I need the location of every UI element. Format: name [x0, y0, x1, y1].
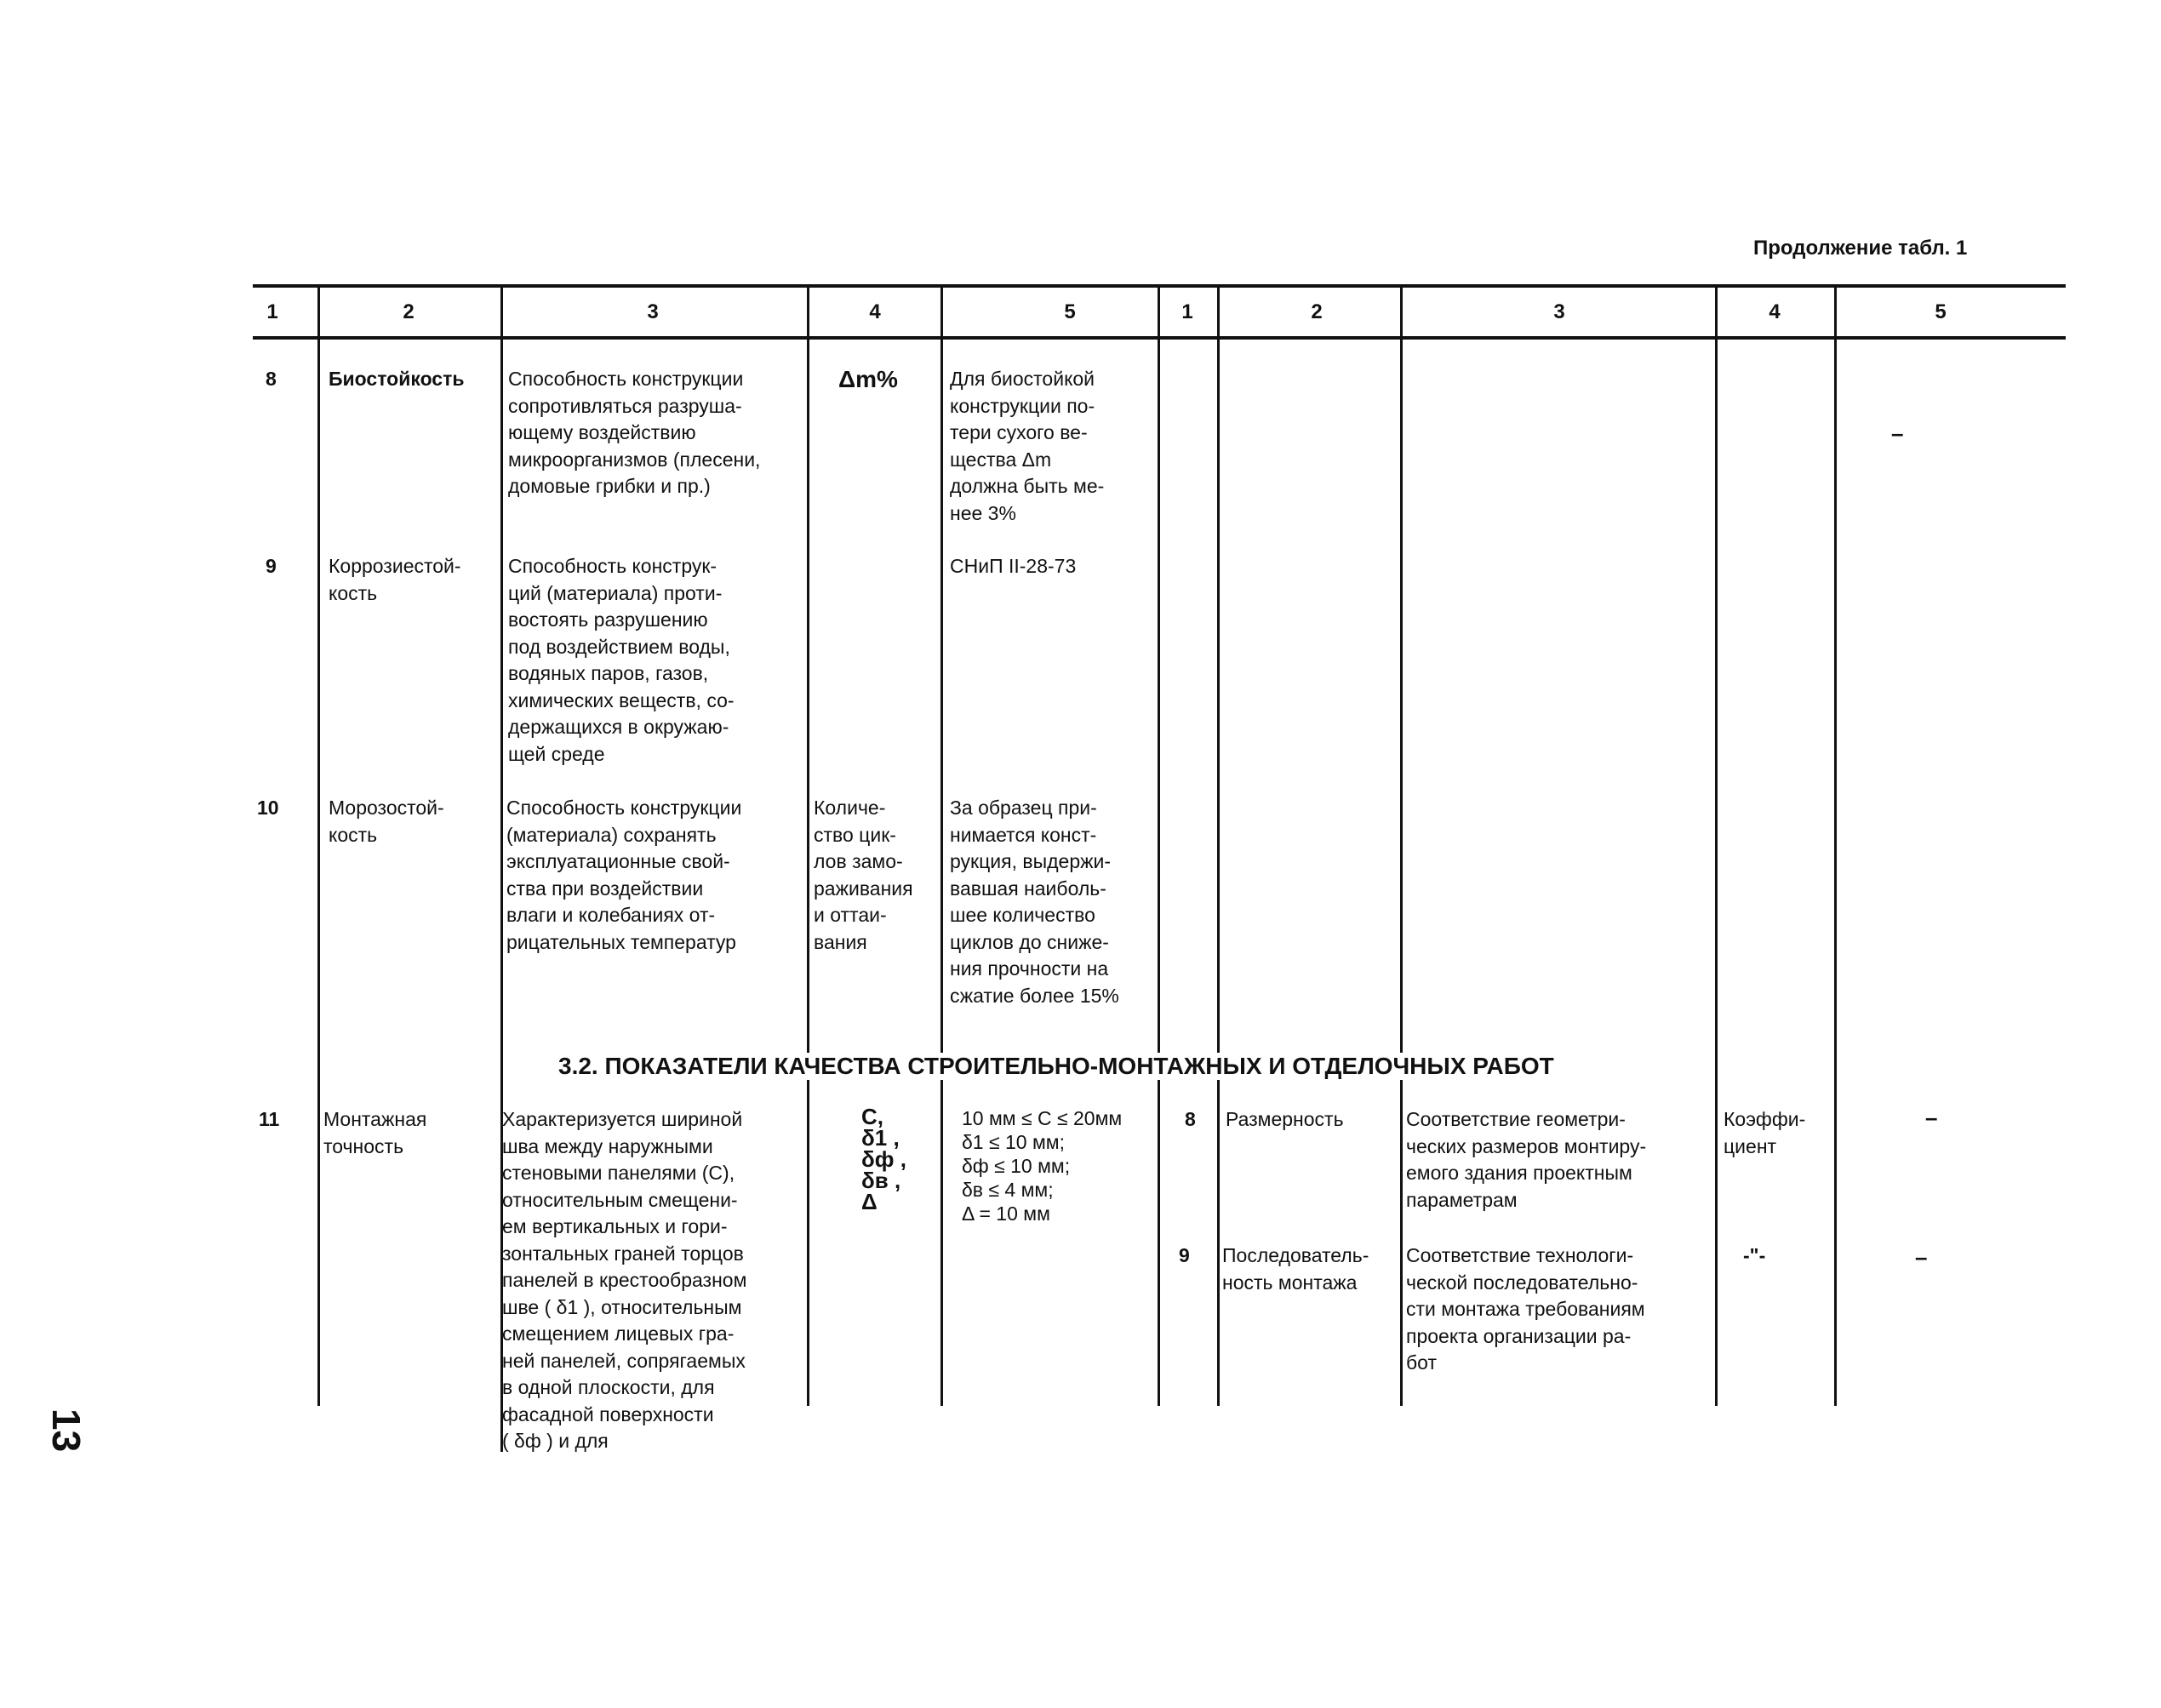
col-divider [807, 286, 809, 1406]
header-cell: 2 [403, 300, 414, 323]
right-row-8-dash: – [1925, 1105, 1938, 1130]
right-row-9-num: 9 [1179, 1244, 1190, 1266]
col-divider [940, 286, 943, 1406]
header-cell: 1 [1181, 300, 1193, 323]
header-cell: 1 [266, 300, 278, 323]
row-8-name: Биостойкость [329, 368, 465, 390]
row-8-note: Для биостойкой конструкции по- тери сухого ве- щества Δm должна быть ме- нее 3% [950, 368, 1105, 524]
row-11-note: 10 мм ≤ C ≤ 20мм δ1 ≤ 10 мм; δф ≤ 10 мм; δв ≤ 4 мм; Δ = 10 мм [962, 1107, 1123, 1225]
row-9-num: 9 [266, 555, 277, 577]
col-divider [1217, 286, 1220, 1406]
right-row-8-unit: Коэффи- циент [1724, 1108, 1806, 1157]
row-10-num: 10 [257, 797, 279, 819]
right-row-9-description: Соответствие технологи- ческой последовательно- сти монтажа требованиям проекта организации ра- бот [1406, 1244, 1645, 1374]
row-10-unit: Количе- ство цик- лов замо- раживания и оттаи- вания [814, 797, 913, 953]
row-8-description: Способность конструкции сопротивляться разруша- ющему воздействию микроорганизмов (плесени, домовые грибки и пр.) [508, 368, 761, 497]
header-cell: 5 [1935, 300, 1947, 323]
col-divider [1834, 286, 1837, 1406]
row-10-description: Способность конструкции (материала) сохранять эксплуатационные свой- ства при воздействии влаги и колебаниях от- рицательных температур [506, 797, 742, 953]
section-title: 3.2. ПОКАЗАТЕЛИ КАЧЕСТВА СТРОИТЕЛЬНО-МОНТАЖНЫХ И ОТДЕЛОЧНЫХ РАБОТ [555, 1053, 1558, 1080]
header-cell: 4 [869, 300, 881, 323]
row-9-name: Коррозиестой- кость [329, 555, 461, 604]
header-cell: 3 [1553, 300, 1565, 323]
row-8-right-dash: – [1891, 420, 1904, 446]
row-11-unit: C, δ1 , δф , δв , Δ [861, 1104, 906, 1214]
row-8-unit: Δm% [838, 366, 898, 392]
row-11-name: Монтажная точность [323, 1108, 427, 1157]
row-9-note: СНиП II-28-73 [950, 555, 1077, 577]
right-row-9-dash: – [1915, 1244, 1928, 1270]
header-cell: 5 [1064, 300, 1076, 323]
row-10-name: Морозостой- кость [329, 797, 444, 846]
continuation-label: Продолжение табл. 1 [1753, 237, 1968, 260]
right-row-8-description: Соответствие геометри- ческих размеров монтиру- емого здания проектным параметрам [1406, 1108, 1647, 1211]
header-cell: 2 [1311, 300, 1323, 323]
row-9-description: Способность конструк- ций (материала) проти- востоять разрушению под воздействием воды, водяных паров, газов, химических веществ, со- держащихся в окружаю- щей среде [508, 555, 735, 765]
row-11-description: Характеризуется шириной шва между наружными стеновыми панелями (С), относительным смещени- ем вертикальных и гори- зонтальных граней торцов панелей в крестообразном шве ( δ1 ), относительным смещением лицевых гра- ней панелей, сопрягаемых в одной плоскости, для фасадной поверхности ( δф ) и для [502, 1108, 747, 1452]
col-divider [1715, 286, 1718, 1406]
right-row-9-unit: -"- [1743, 1244, 1766, 1266]
right-row-8-name: Размерность [1226, 1108, 1344, 1130]
row-10-note: За образец при- нимается конст- рукция, выдержи- вавшая наиболь- шее количество циклов до сниже- ния прочности на сжатие более 15% [950, 797, 1119, 1007]
header-cell: 3 [647, 300, 659, 323]
row-8-num: 8 [266, 368, 277, 390]
col-divider [317, 286, 320, 1406]
col-divider [1400, 286, 1403, 1406]
page-number: 13 [44, 1408, 89, 1453]
col-divider [1158, 286, 1160, 1406]
row-11-num: 11 [259, 1108, 280, 1130]
right-row-8-num: 8 [1185, 1108, 1196, 1130]
header-cell: 4 [1769, 300, 1781, 323]
right-row-9-name: Последователь- ность монтажа [1222, 1244, 1369, 1294]
